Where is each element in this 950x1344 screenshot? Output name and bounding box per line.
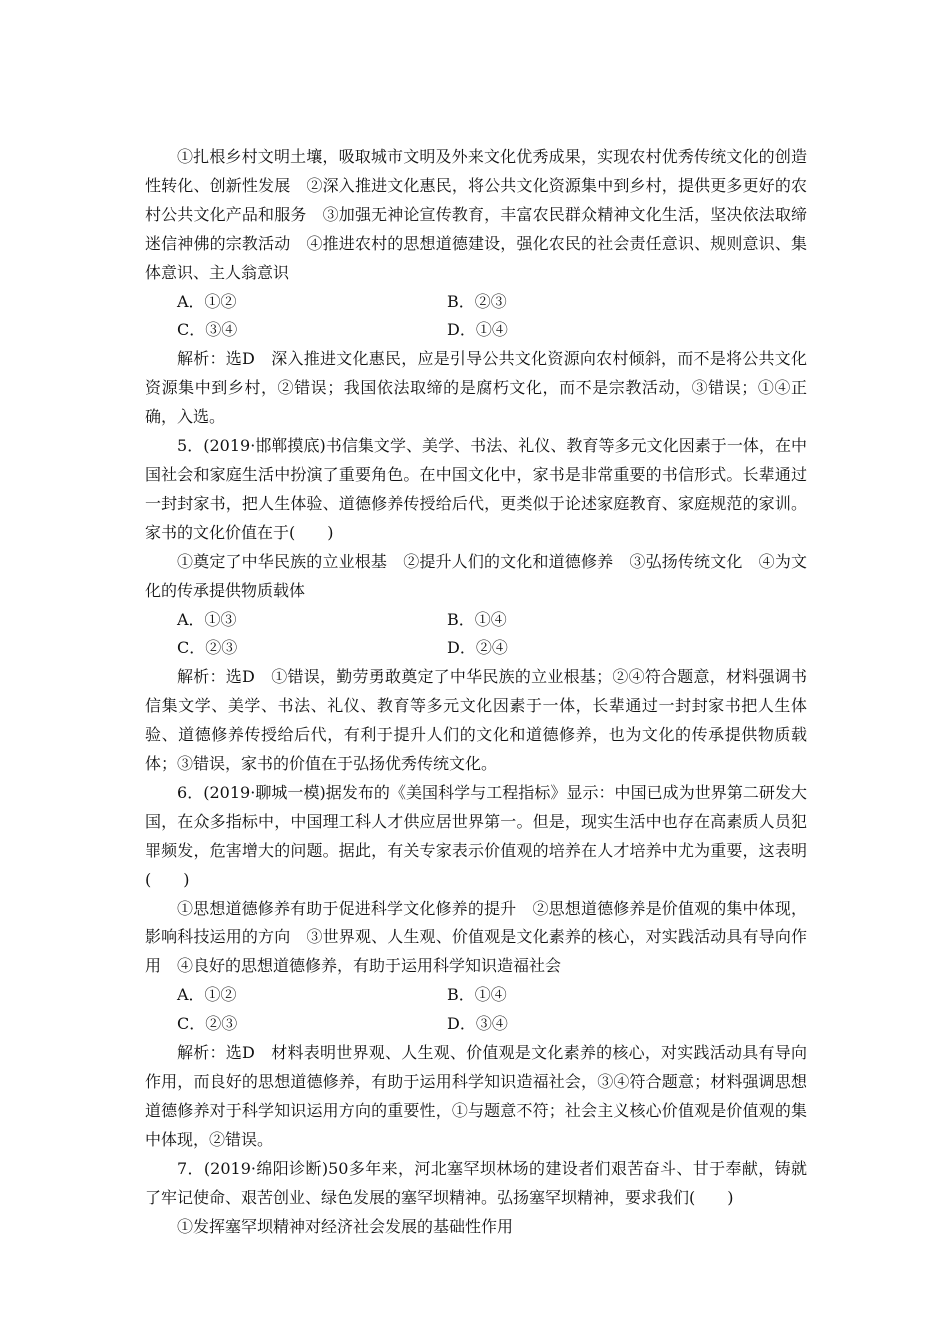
q4-option-c: C．③④ xyxy=(177,320,238,340)
q6-option-b: B．①④ xyxy=(447,985,507,1005)
q4-option-b: B．②③ xyxy=(447,291,507,311)
document-page xyxy=(145,143,807,1241)
q5-option-b: B．①④ xyxy=(447,609,507,629)
q5-option-d: D．②④ xyxy=(447,638,508,658)
q6-statement: ①思想道德修养有助于促进科学文化修养的提升 ②思想道德修养是价值观的集中体现，影响科技运用的方向 ③世界观、人生观、价值观是文化素养的核心，对实践活动具有导向作用 ④良好的思想道德修养，有助于运用科学知识造福社会 xyxy=(145,898,807,976)
q4-options-row-2 xyxy=(145,316,807,345)
q4-analysis: 解析：选D 深入推进文化惠民，应是引导公共文化资源向农村倾斜，而不是将公共文化资源集中到乡村，②错误；我国依法取缔的是腐朽文化，而不是宗教活动，③错误；①④正确，入选。 xyxy=(145,349,807,427)
q7-stem: 7．(2019·绵阳诊断)50多年来，河北塞罕坝林场的建设者们艰苦奋斗、甘于奉献，铸就了牢记使命、艰苦创业、绿色发展的塞罕坝精神。弘扬塞罕坝精神，要求我们( ) xyxy=(145,1158,807,1207)
q4-options-row-1 xyxy=(145,288,807,317)
q5-option-a: A．①③ xyxy=(177,609,237,629)
q4-statement: ①扎根乡村文明土壤，吸取城市文明及外来文化优秀成果，实现农村优秀传统文化的创造性转化、创新性发展 ②深入推进文化惠民，将公共文化资源集中到乡村，提供更多更好的农村公共文化产品和服务 ③加强无神论宣传教育，丰富农民群众精神文化生活，坚决依法取缔迷信神佛的宗教活动 ④推进农村的思想道德建设，强化农民的社会责任意识、规则意识、集体意识、主人翁意识 xyxy=(145,147,807,282)
q7-statement: ①发挥塞罕坝精神对经济社会发展的基础性作用 xyxy=(177,1216,514,1236)
q5-analysis: 解析：选D ①错误，勤劳勇敢奠定了中华民族的立业根基；②④符合题意，材料强调书信集文学、美学、书法、礼仪、教育等多元文化因素于一体，长辈通过一封封家书把人生体验、道德修养传授给后代，有利于提升人们的文化和道德修养，也为文化的传承提供物质载体；③错误，家书的价值在于弘扬优秀传统文化。 xyxy=(145,667,807,774)
q4-option-d: D．①④ xyxy=(447,320,508,340)
q6-options-row-1 xyxy=(145,981,807,1010)
q6-analysis: 解析：选D 材料表明世界观、人生观、价值观是文化素养的核心，对实践活动具有导向作用，而良好的思想道德修养，有助于运用科学知识造福社会，③④符合题意；材料强调思想道德修养对于科学知识运用方向的重要性，①与题意不符；社会主义核心价值观是价值观的集中体现，②错误。 xyxy=(145,1043,807,1149)
q6-option-a: A．①② xyxy=(177,985,237,1005)
q6-options-row-2 xyxy=(145,1010,807,1039)
q5-option-c: C．②③ xyxy=(177,638,238,658)
q5-statement: ①奠定了中华民族的立业根基 ②提升人们的文化和道德修养 ③弘扬传统文化 ④为文化的传承提供物质载体 xyxy=(145,551,807,600)
q5-stem: 5．(2019·邯郸摸底)书信集文学、美学、书法、礼仪、教育等多元文化因素于一体，在中国社会和家庭生活中扮演了重要角色。在中国文化中，家书是非常重要的书信形式。长辈通过一封封家书，把人生体验、道德修养传授给后代，更类似于论述家庭教育、家庭规范的家训。家书的文化价值在于( ) xyxy=(145,436,807,542)
q4-option-a: A．①② xyxy=(177,291,237,311)
q5-options-row-2 xyxy=(145,634,807,663)
q6-option-c: C．②③ xyxy=(177,1014,238,1034)
q5-options-row-1 xyxy=(145,606,807,635)
q6-option-d: D．③④ xyxy=(447,1014,508,1034)
q6-stem: 6．(2019·聊城一模)据发布的《美国科学与工程指标》显示：中国已成为世界第二研发大国，在众多指标中，中国理工科人才供应居世界第一。但是，现实生活中也存在高素质人员犯罪频发，危害增大的问题。据此，有关专家表示价值观的培养在人才培养中尤为重要，这表明( ) xyxy=(145,782,807,889)
